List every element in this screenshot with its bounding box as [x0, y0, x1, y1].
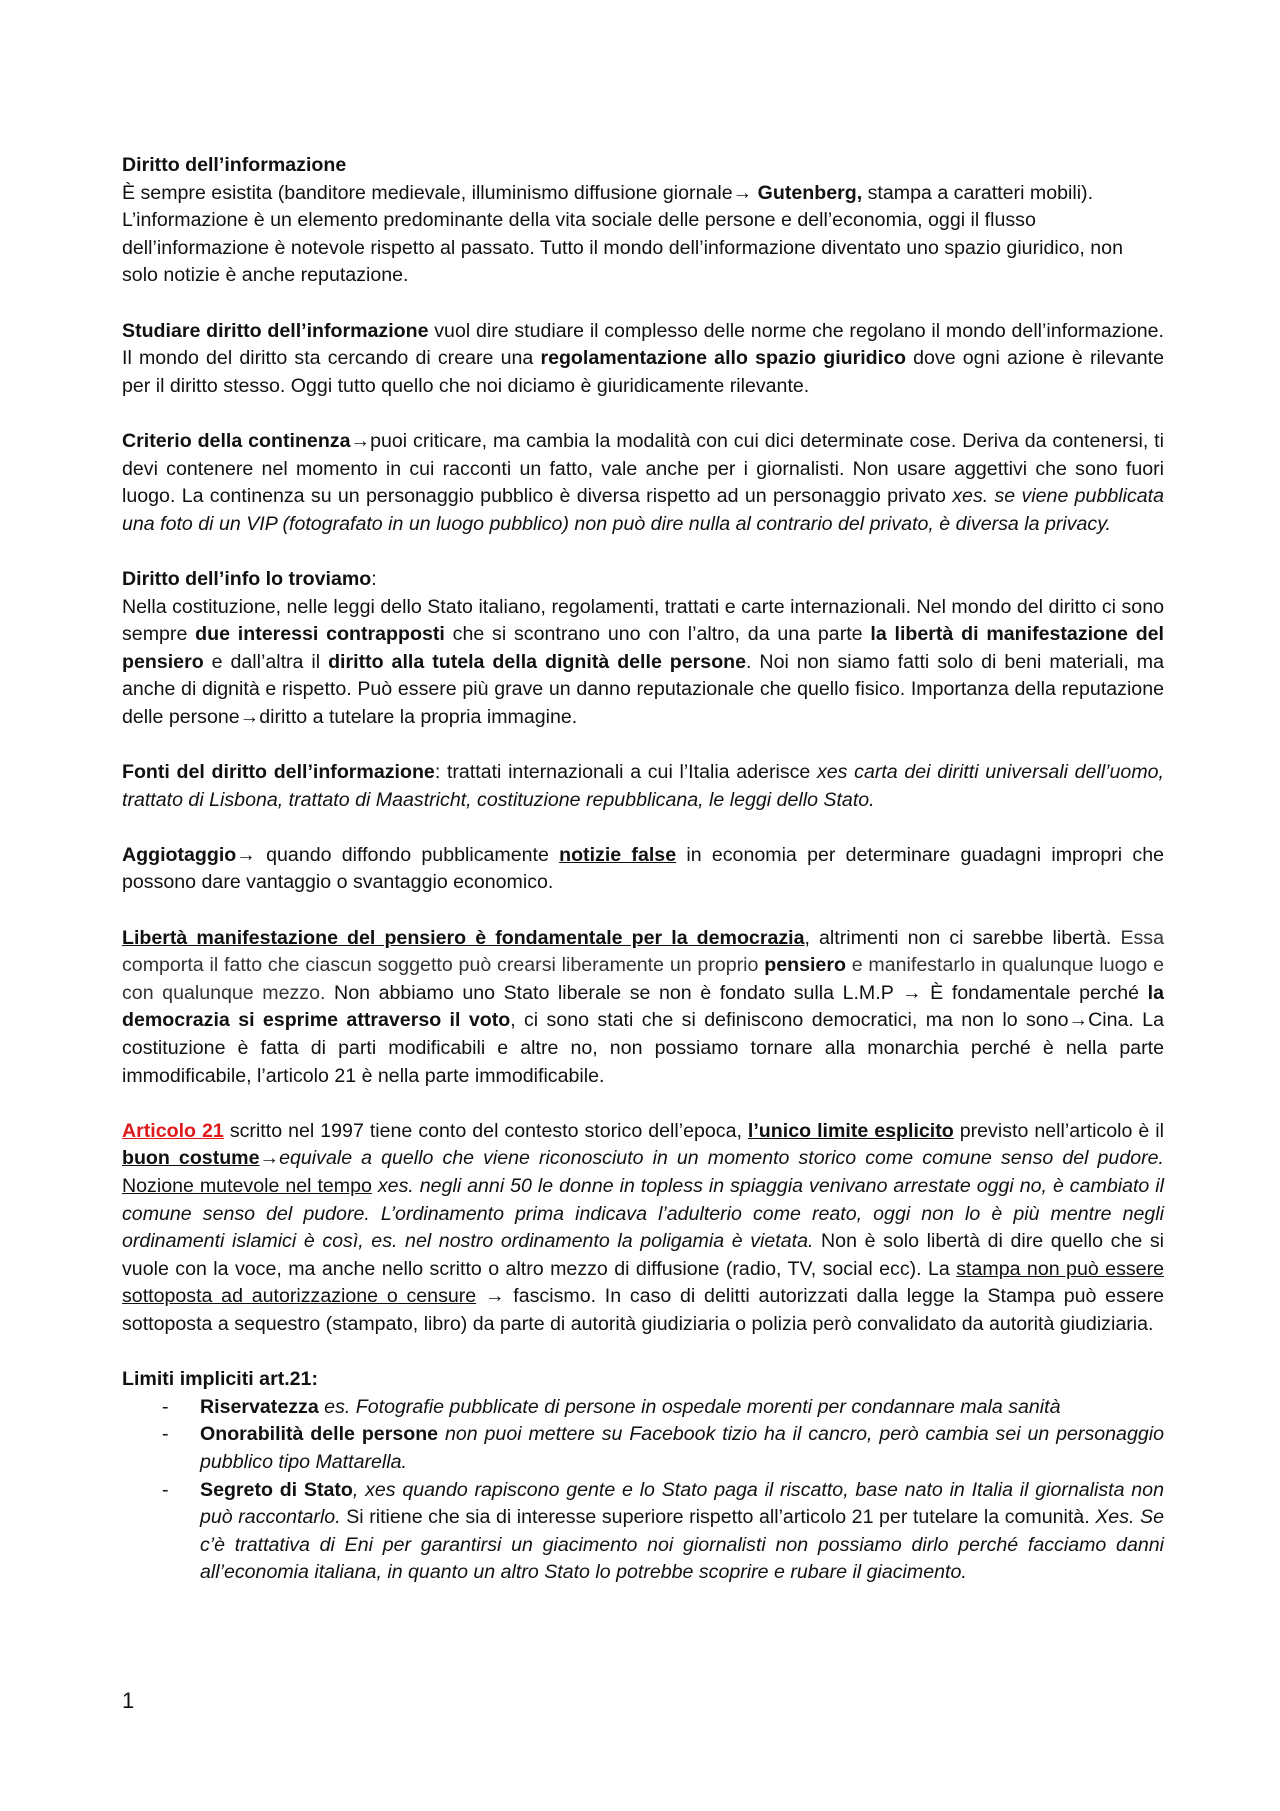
paragraph-intro	[122, 152, 1164, 290]
text: →	[259, 1147, 280, 1170]
list-item	[122, 1394, 1164, 1422]
text: →puoi criticare, ma cambia la modalità con cui dici determinate cose. Deriva da contenersi, ti devi contenere nel momento in cui racconti un fatto, vale anche per i giornalisti. Non usare aggettivi che sono fuori luogo. La continenza su un personaggio pubblico è diversa rispetto ad un personaggio privato	[122, 429, 1164, 508]
paragraph-studiare	[122, 318, 1164, 401]
text: , ci sono stati che si definiscono democratici, ma non lo sono→Cina. La costituzione è fatta di parti modificabili e altre no, non possiamo tornare alla monarchia perché è nella parte immodificabile, l’articolo 21 è nella parte immodificabile.	[122, 1009, 1164, 1087]
text: Non è solo libertà di dire quello che si vuole con la voce, ma anche nello scritto o altro mezzo di diffusione (radio, TV, social ecc). La	[122, 1230, 1164, 1280]
paragraph-liberta	[122, 925, 1164, 1091]
italic-text: , xes quando rapiscono gente e lo Stato paga il riscatto, base nato in Italia il giornalista non può raccontarlo.	[200, 1478, 1164, 1529]
bold-text: Criterio della continenza	[122, 429, 351, 452]
bold-underlined-text: notizie false	[559, 843, 677, 866]
text: → quando diffondo pubblicamente	[236, 843, 560, 866]
bold-text: Onorabilità delle persone	[200, 1423, 439, 1446]
paragraph-aggiotaggio	[122, 842, 1164, 897]
dash-bullet: -	[162, 1478, 169, 1501]
bold-text: la libertà di manifestazione del pensiero	[122, 623, 1165, 673]
italic-text: xes carta dei diritti universali dell’uomo, trattato di Lisbona, trattato di Maastricht, costituzione repubblicana, le leggi dello Stato.	[122, 761, 1164, 811]
bold-underlined-text: buon costume	[122, 1147, 260, 1170]
text: :	[371, 567, 377, 590]
italic-text: xes. negli anni 50 le donne in topless in spiaggia venivano arrestate oggi no, è cambiato il comune senso del pudore. L’ordinamento prima indicava l’adulterio come reato, oggi non lo è più mentre negli ordinamenti islamici è così, es. nel nostro ordinamento la poligamia è vietata.	[122, 1174, 1164, 1253]
text: È sempre esistita (banditore medievale, illuminismo diffusione giornale→	[122, 181, 758, 204]
italic-text: Xes. Se c’è trattativa di Eni per garantirsi un giacimento noi giornalisti non possiamo dirlo perché facciamo danni all’economia italiana, in quanto un altro Stato lo potrebbe scoprire e rubare il giacimento.	[200, 1506, 1164, 1584]
paragraph-articolo-21	[122, 1118, 1164, 1339]
list-item	[122, 1477, 1164, 1587]
text: e dall’altra il	[203, 650, 329, 673]
bold-text: Aggiotaggio	[122, 843, 237, 866]
italic-text: xes. se viene pubblicata una foto di un VIP (fotografato in un luogo pubblico) non può dire nulla al contrario del privato, è diversa la privacy.	[122, 485, 1164, 535]
bold-text: la democrazia si esprime attraverso il voto	[122, 981, 1164, 1032]
section-title: Limiti impliciti art.21:	[122, 1368, 318, 1391]
text: dove ogni azione è rilevante per il diritto stesso. Oggi tutto quello che noi diciamo è giuridicamente rilevante.	[122, 347, 1165, 397]
paragraph-continenza	[122, 428, 1164, 538]
underlined-text: Nozione mutevole nel tempo	[122, 1174, 372, 1197]
bold-text: Segreto di Stato	[200, 1478, 353, 1501]
text: in economia per determinare guadagni impropri che possono dare vantaggio o svantaggio economico.	[122, 843, 1164, 894]
text: scritto nel 1997 tiene conto del contesto storico dell’epoca,	[223, 1119, 748, 1142]
text: stampa a caratteri mobili). L’informazione è un elemento predominante della vita sociale delle persone e dell’economia, oggi il flusso dell’informazione è notevole rispetto al passato. Tutto il mondo dell’informazione diventato uno spazio giuridico, non solo notizie è anche reputazione.	[122, 181, 1123, 287]
section-title: Diritto dell’info lo troviamo	[122, 567, 372, 590]
text: vuol dire studiare il complesso delle norme che regolano il mondo dell’informazione. Il mondo del diritto sta cercando di creare una	[122, 319, 1165, 370]
text: Non abbiamo uno Stato liberale se non è fondato sulla L.M.P → È fondamentale perché	[325, 981, 1148, 1004]
bold-text: regolamentazione allo spazio giuridico	[540, 347, 906, 370]
bold-text: Fonti del diritto dell’informazione	[122, 761, 435, 784]
bold-text: Riservatezza	[200, 1395, 319, 1418]
grey-text: e manifestarlo in qualunque luogo e con qualunque mezzo.	[122, 954, 1165, 1004]
italic-text: equivale a quello che viene riconosciuto in un momento storico come comune senso del pudore.	[279, 1147, 1164, 1170]
text: , altrimenti non ci sarebbe libertà.	[804, 926, 1121, 949]
underlined-text: stampa non può essere sottoposta ad autorizzazione o censure	[122, 1257, 1164, 1308]
limits-section	[122, 1366, 1164, 1587]
section-title: Diritto dell’informazione	[122, 154, 347, 176]
text: : trattati internazionali a cui l’Italia aderisce	[434, 761, 817, 784]
page-number: 1	[122, 1688, 135, 1713]
text: Nella costituzione, nelle leggi dello Stato italiano, regolamenti, trattati e carte internazionali. Nel mondo del diritto ci sono sempre	[122, 595, 1164, 646]
dash-bullet: -	[162, 1423, 169, 1446]
text: → fascismo. In caso di delitti autorizzati dalla legge la Stampa può essere sottoposta a sequestro (stampato, libro) da parte di autorità giudiziaria o polizia però convalidato da autorità giudiziaria.	[122, 1285, 1164, 1335]
paragraph-fonti	[122, 759, 1164, 814]
text: Si ritiene che sia di interesse superiore rispetto all’articolo 21 per tutelare la comunità.	[340, 1506, 1096, 1529]
paragraph-dove-troviamo	[122, 566, 1164, 732]
bold-underlined-text: l’unico limite esplicito	[747, 1119, 954, 1142]
italic-text: es. Fotografie pubblicate di persone in ospedale morenti per condannare mala sanità	[318, 1395, 1061, 1418]
grey-text: Essa comporta il fatto che ciascun soggetto può crearsi liberamente un proprio	[122, 926, 1164, 977]
italic-text: non puoi mettere su Facebook tizio ha il cancro, però cambia sei un personaggio pubblico tipo Mattarella.	[200, 1423, 1164, 1473]
text: che si scontrano uno con l’altro, da una parte	[444, 623, 871, 646]
bold-text: due interessi contrapposti	[195, 623, 445, 646]
bold-underlined-text: Libertà manifestazione del pensiero è fondamentale per la democrazia	[122, 926, 805, 949]
dash-bullet: -	[162, 1395, 169, 1418]
bold-text: diritto alla tutela della dignità delle persone	[328, 650, 747, 673]
bold-text: Studiare diritto dell’informazione	[122, 319, 429, 342]
limits-list	[122, 1394, 1164, 1587]
bold-text: Gutenberg,	[757, 181, 863, 204]
text: previsto nell’articolo è il	[953, 1119, 1164, 1142]
list-item	[122, 1421, 1164, 1476]
text: . Noi non siamo fatti solo di beni materiali, ma anche di dignità e rispetto. Può essere più grave un danno reputazionale che quello fisico. Importanza della reputazione delle persone→diritto a tutelare la propria immagine.	[122, 650, 1164, 728]
article-link[interactable]: Articolo 21	[122, 1119, 224, 1142]
bold-text: pensiero	[764, 954, 846, 977]
document-page	[122, 152, 1164, 1587]
